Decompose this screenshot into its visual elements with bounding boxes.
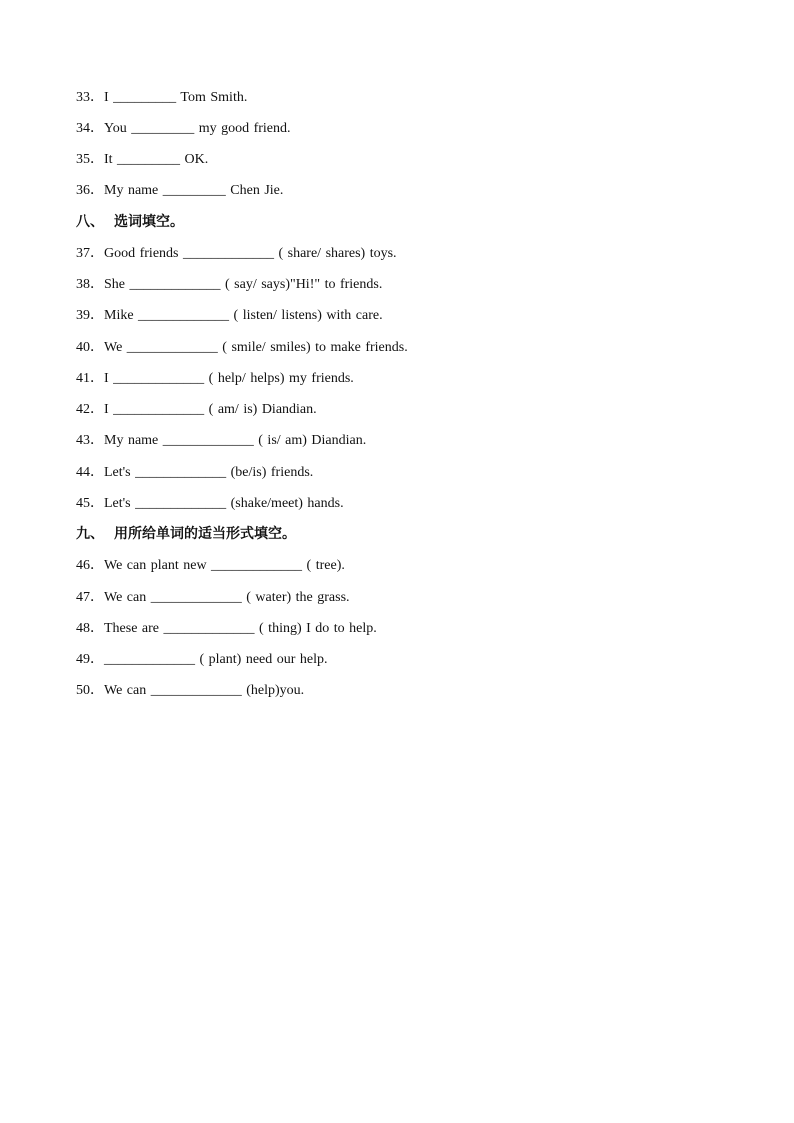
question-39: 39．Mike _____________ ( listen/ listens) with care. [76, 308, 383, 324]
question-38: 38．She _____________ ( say/ says)"Hi!" to friends. [76, 277, 383, 293]
section-9-title: 用所给单词的适当形式填空。 [114, 526, 296, 543]
question-41: 41．I _____________ ( help/ helps) my friends. [76, 370, 354, 386]
worksheet-content [76, 80, 726, 705]
section-heading-9 [76, 518, 726, 549]
question-40: 40．We _____________ ( smile/ smiles) to make friends. [76, 339, 408, 355]
question-34: 34．You _________ my good friend. [76, 120, 291, 136]
question-45: 45．Let's _____________ (shake/meet) hands. [76, 495, 344, 511]
question-49: 49．_____________ ( plant) need our help. [76, 652, 328, 668]
section-8-title: 选词填空。 [114, 213, 184, 230]
question-36: 36．My name _________ Chen Jie. [76, 183, 284, 199]
question-44: 44．Let's _____________ (be/is) friends. [76, 464, 314, 480]
question-43: 43．My name _____________ ( is/ am) Diandian. [76, 433, 367, 449]
question-33: 33．I _________ Tom Smith. [76, 89, 248, 105]
section-9-number: 九、 [76, 526, 104, 543]
question-42: 42．I _____________ ( am/ is) Diandian. [76, 402, 317, 418]
section-8-number: 八、 [76, 213, 104, 230]
question-50: 50．We can _____________ (help)you. [76, 683, 305, 699]
question-48: 48．These are _____________ ( thing) I do to help. [76, 620, 377, 636]
question-47: 47．We can _____________ ( water) the grass. [76, 589, 350, 605]
question-46: 46．We can plant new _____________ ( tree). [76, 558, 345, 574]
section-heading-8 [76, 205, 726, 236]
question-37: 37．Good friends _____________ ( share/ shares) toys. [76, 245, 397, 261]
question-35: 35．It _________ OK. [76, 152, 209, 168]
